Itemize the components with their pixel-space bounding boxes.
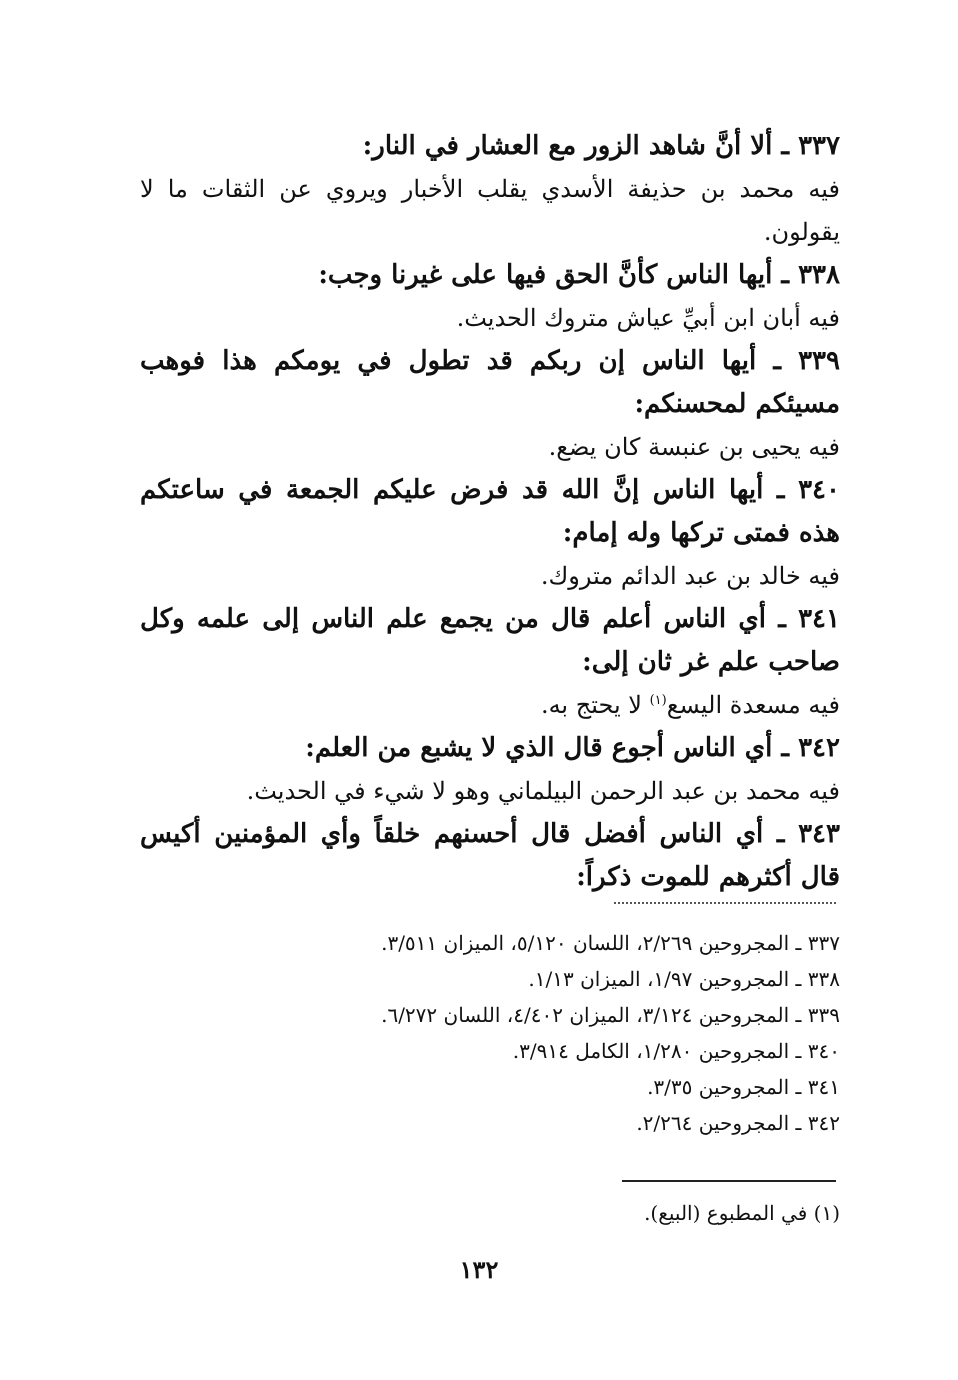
entry-note bbox=[140, 684, 840, 727]
entry-note: فيه محمد بن عبد الرحمن البيلماني وهو لا شيء في الحديث. bbox=[246, 777, 840, 805]
entry-note: فيه يحيى بن عنبسة كان يضع. bbox=[548, 433, 840, 461]
entry-note: فيه خالد بن عبد الدائم متروك. bbox=[540, 562, 840, 590]
reference-line: ٣٤١ ـ المجروحين ٣/٣٥. bbox=[647, 1075, 840, 1099]
references-list bbox=[280, 925, 840, 1141]
entry-heading: ٣٣٩ ـ أيها الناس إن ربكم قد تطول في يومكم هذا فوهب مسيئكم لمحسنكم: bbox=[140, 346, 840, 419]
entry-343 bbox=[140, 813, 840, 899]
footnote-divider bbox=[622, 1180, 836, 1182]
entry-heading: ٣٣٨ ـ أيها الناس كأنَّ الحق فيها على غيرنا وجب: bbox=[318, 260, 840, 290]
entry-heading: ٣٤١ ـ أي الناس أعلم قال من يجمع علم الناس إلى علمه وكل صاحب علم غر ثان إلى: bbox=[140, 604, 840, 677]
entry-337 bbox=[140, 125, 840, 254]
entry-heading: ٣٤٣ ـ أي الناس أفضل قال أحسنهم خلقاً وأي المؤمنين أكيس قال أكثرهم للموت ذكراً: bbox=[140, 819, 840, 892]
entry-342 bbox=[140, 727, 840, 813]
entry-heading: ٣٤٢ ـ أي الناس أجوع قال الذي لا يشبع من العلم: bbox=[305, 733, 840, 763]
entry-338 bbox=[140, 254, 840, 340]
entry-heading: ٣٣٧ ـ ألا أنَّ شاهد الزور مع العشار في النار: bbox=[362, 131, 840, 161]
footnote-marker: (١) bbox=[649, 693, 667, 708]
entry-note: فيه أبان ابن أبيِّ عياش متروك الحديث. bbox=[456, 304, 840, 332]
reference-line: ٣٣٧ ـ المجروحين ٢/٢٦٩، اللسان ٥/١٢٠، الميزان ٣/٥١١. bbox=[381, 931, 840, 955]
reference-line: ٣٤٢ ـ المجروحين ٢/٢٦٤. bbox=[636, 1111, 840, 1135]
note-text: لا يحتج به. bbox=[540, 691, 650, 719]
footnote: (١) في المطبوع (البيع). bbox=[644, 1201, 840, 1225]
entry-339 bbox=[140, 340, 840, 469]
entry-note: فيه محمد بن حذيفة الأسدي يقلب الأخبار ويروي عن الثقات ما لا يقولون. bbox=[140, 175, 840, 246]
reference-line: ٣٣٨ ـ المجروحين ١/٩٧، الميزان ١/١٣. bbox=[528, 967, 840, 991]
entry-heading: ٣٤٠ ـ أيها الناس إنَّ الله قد فرض عليكم الجمعة في ساعتكم هذه فمتى تركها وله إمام: bbox=[140, 475, 840, 548]
note-text: فيه مسعدة اليسع bbox=[666, 691, 840, 719]
entry-340 bbox=[140, 469, 840, 598]
dotted-separator bbox=[614, 902, 836, 912]
entry-341 bbox=[140, 598, 840, 727]
reference-line: ٣٣٩ ـ المجروحين ٣/١٢٤، الميزان ٤/٤٠٢، اللسان ٦/٢٧٢. bbox=[381, 1003, 840, 1027]
reference-line: ٣٤٠ ـ المجروحين ١/٢٨٠، الكامل ٣/٩١٤. bbox=[512, 1039, 840, 1063]
main-text bbox=[140, 125, 840, 899]
page-number: ١٣٢ bbox=[459, 1255, 499, 1284]
